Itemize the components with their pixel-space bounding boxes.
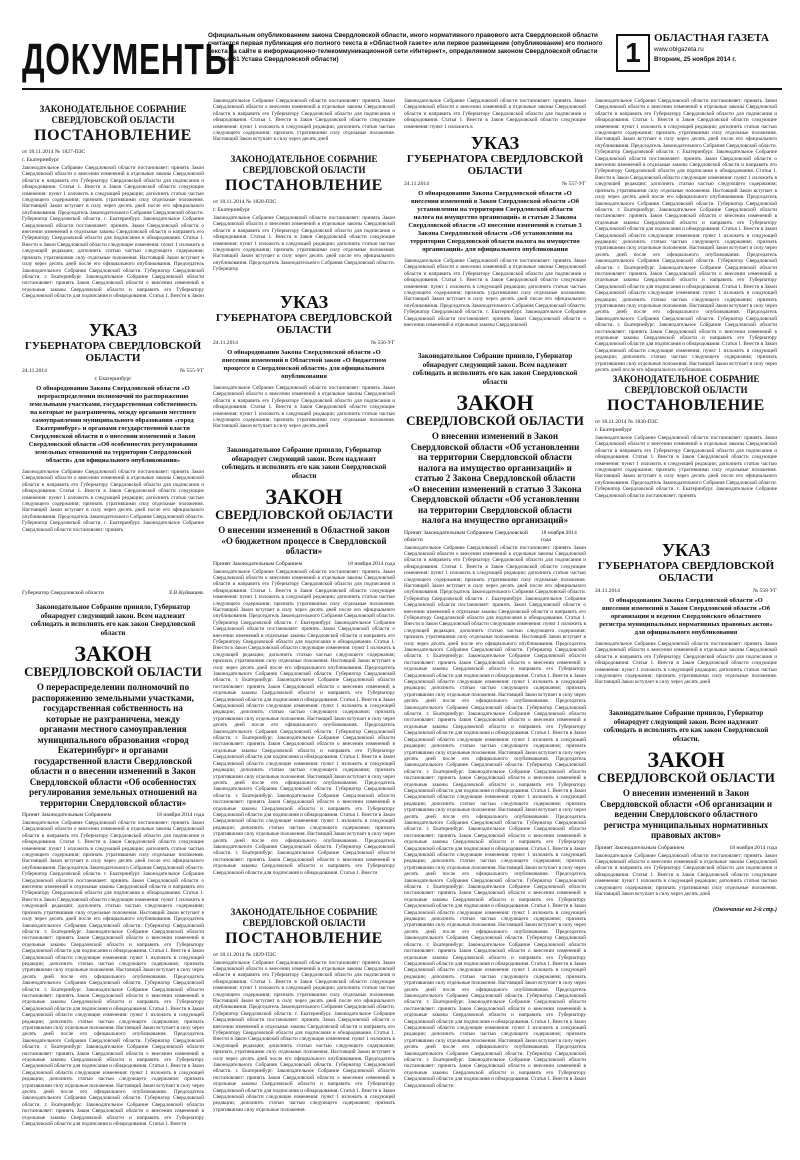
law-heading: ЗАКОН [74,641,152,666]
region-heading: СВЕРДЛОВСКОЙ ОБЛАСТИ [406,413,584,428]
region-heading: СВЕРДЛОВСКОЙ ОБЛАСТИ [24,664,202,679]
document-city: г. Екатеринбург [595,427,633,433]
document-meta [595,419,777,426]
decree-meta [595,588,777,595]
accepted-date: 18 ноября 2014 года [540,529,577,543]
accepted-label: Принят Законодательным Собранием [22,812,112,818]
accepted-date: 18 ноября 2014 года [347,560,395,567]
masthead-divider [22,88,782,90]
body-text: Законодательное Собрание Свердловской области постановляет: принять Закон Свердловской области о внесении изменений в отдельные законы Свердловской области и направить его Губернатору Свердловской области для подписания и обнародования. Статья 1. Внести в Закон Свердловской области следующие изменения: пункт 1 изложить в следующей редакции; дополнить статью частью следующего содержания; признать утратившими силу отдельные положения. Настоящий Закон вступает в силу через десять дней после его официального опубликования. Председатель Законодательного Собрания Свердловской области. Губернатор Свердловской области. г. Екатеринбург. Законодательное Собрание Свердловской области постановляет: принять Закон Свердловской области о внесении изменений в отдельные законы Свердловской области и направить его Губернатору Свердловской области для подписания и обнародования. Статья 1. Внести в Закон Свердловской области следующие изменения: пункт 1 изложить в следующей редакции; дополнить статью частью следующего содержания; признать утратившими силу отдельные положения. Настоящий Закон вступает в силу через десять дней после его официального опубликования. Председатель Законодательного Собрания Свердловской области. Губернатор Свердловской области. г. Екатеринбург. Законодательное Собрание Свердловской области постановляет: принять Закон Свердловской области о внесении изменений в отдельные законы Свердловской области и направить его Губернатору Свердловской области для подписания и обнародования. Статья 1. Внести в Закон Свердловской области следующие изменения: пункт 1 изложить в следующей редакции; дополнить статью частью следующего содержания; признать утратившими силу отдельные положения. Настоящий Закон вступает в силу через десять дней после его официального опубликования. Председатель Законодательного Собрания Свердловской области. Губернатор Свердловской области. г. Екатеринбург. Законодательное Собрание Свердловской области постановляет: принять Закон Свердловской области о внесении изменений в отдельные законы Свердловской области и направить его Губернатору Свердловской области для подписания и обнародования. Статья 1. Внести в Закон Свердловской области следующие изменения: пункт 1 изложить в следующей редакции; дополнить статью частью следующего содержания; признать утратившими силу отдельные положения. Настоящий Закон вступает в силу через десять дней после его официального опубликования. Председатель Законодательного Собрания Свердловской области. Губернатор Свердловской области. г. Екатеринбург. Законодательное Собрание Свердловской области постановляет: принять Закон Свердловской области о внесении изменений в отдельные законы Свердловской области и направить его Губернатору Свердловской области для подписания и обнародования. Статья 1. Внести в Закон Свердловской области следующие изменения: пункт 1 изложить в следующей редакции; дополнить статью частью следующего содержания; признать утратившими силу отдельные положения. Настоящий Закон вступает в силу через десять дней после его официального опубликования. Председатель Законодательного Собрания Свердловской области. Губернатор Свердловской области. г. Екатеринбург. Законодательное Собрание Свердловской области постановляет: принять Закон Свердловской области о внесении изменений в отдельные законы Свердловской области и направить его Губернатору Свердловской области для подписания и обнародования. Статья 1. Внести [213,568,395,876]
assembly-heading: ЗАКОНОДАТЕЛЬНОЕ СОБРАНИЕ СВЕРДЛОВСКОЙ ОБЛАСТИ [230,154,378,175]
decree-date: 24.11.2014 [213,340,238,346]
law-title: О внесении изменений в Закон Свердловской области «Об установлении на территории Свердловской области налога на имущество организаций» и статью 2 Закона Свердловской области «О внесении изменений в статью 3 Закона Свердловской области «Об установлении на территории Свердловской области налога на имущество организаций» [408,431,582,525]
body-text: Законодательное Собрание Свердловской области постановляет: принять Закон Свердловской области о внесении изменений в отдельные законы Свердловской области и направить его Губернатору Свердловской области для подписания и обнародования. Статья 1. Внести в Закон Свердловской области следующие изменения: пункт 1 изложить в следующей редакции; дополнить статью частью следующего содержания; признать утратившими силу отдельные положения. Настоящий Закон вступает в силу через десять дней после его официального опубликования. Председатель Законодательного Собрания Свердловской области. Губернатор Свердловской области. г. Екатеринбург. Законодательное Собрание Свердловской области постановляет: принять [595,435,777,499]
accepted-label: Принят Законодательным Собранием Свердловской области [404,529,528,543]
governor-heading: ГУБЕРНАТОРА СВЕРДЛОВСКОЙ ОБЛАСТИ [597,560,775,584]
law-title: О перераспределении полномочий по распоряжению земельными участками, государственная собственность на которые не разграничена, между органами местного самоуправления муниципального образования «город Екатеринбург» и органами государственной власти Свердловской области и о внесении изменений в Закон Свердловской области «Об особенностях регулирования земельных отношений на территории Свердловской области» [29,682,197,808]
document-city: г. Екатеринбург [213,207,251,213]
body-text: Законодательное Собрание Свердловской области постановляет: принять Закон Свердловской области о внесении изменений в отдельные законы Свердловской области и направить его Губернатору Свердловской области для подписания и обнародования. Статья 1. Внести в Закон Свердловской области следующие изменения: пункт 1 изложить в следующей редакции; дополнить статью частью следующего содержания; признать утратившими силу отдельные положения. Настоящий Закон вступает в силу через десять дней после его официального опубликования. Председатель Законодательного Собрания Свердловской области. Губернатор Свердловской области. г. Екатеринбург. Законодательное Собрание Свердловской области постановляет: принять [22,469,204,533]
decree-number: № 558-УГ [752,588,777,594]
decree-number: № 555-УГ [179,368,204,374]
newspaper-name: ОБЛАСТНАЯ ГАЗЕТА [654,32,769,44]
promulgation-notice: Законодательное Собрание приняло, Губернатор обнародует следующий закон. Всем надлежит соблюдать и исполнять его как закон Свердловской области. [603,709,769,743]
body-text: Законодательное Собрание Свердловской области постановляет: принять Закон Свердловской области о внесении изменений в отдельные законы Свердловской области и направить его Губернатору Свердловской области для подписания и обнародования. Статья 1. Внести в Закон Свердловской области следующие изменения: пункт 1 изложить в следующей редакции; дополнить статью частью следующего содержания; признать утратившими силу отдельные положения. Настоящий Закон вступает в силу через десять дней после его официального опубликования. Председатель Законодательного Собрания Свердловской области. Губернатор Свердловской области. г. Екатеринбург. Законодательное Собрание Свердловской области постановляет: принять Закон Свердловской области о внесении изменений в отдельные законы Свердловской [404,258,586,329]
decree-city: г. Екатеринбург [94,376,132,382]
accepted-date: 18 ноября 2014 года [729,844,777,851]
decree-title: О обнародовании Закона Свердловской области «О внесении изменений в Закон Свердловской области «Об организации и ведении Свердловского областного регистра муниципальных нормативных правовых актов» для официального опубликования [599,597,773,636]
document-city: г. Екатеринбург [22,157,60,163]
region-heading: СВЕРДЛОВСКОЙ ОБЛАСТИ [215,507,393,522]
promulgation-notice: Законодательное Собрание приняло, Губернатор обнародует следующий закон. Всем надлежит соблюдать и исполнять его как закон Свердловской области [412,352,578,386]
column-1 [22,98,204,1128]
column-2 [213,98,395,1113]
law-title: О внесении изменений в Закон Свердловской области «Об организации и ведении Свердловского областного регистра муниципальных нормативных правовых актов» [599,788,773,840]
masthead [22,30,782,96]
decree-date: 24.11.2014 [22,368,47,374]
body-text: Законодательное Собрание Свердловской области постановляет: принять Закон Свердловской области о внесении изменений в отдельные законы Свердловской области и направить его Губернатору Свердловской области для подписания и обнародования. Статья 1. Внести в Закон Свердловской области следующие изменения: пункт 1 изложить в следующей редакции; дополнить статью частью следующего содержания; признать утратившими силу отдельные положения. Настоящий Закон вступает в силу через десять дней [595,852,777,897]
body-text: Законодательное Собрание Свердловской области постановляет: принять Закон Свердловской области о внесении изменений в отдельные законы Свердловской области и направить его Губернатору Свердловской области для подписания и обнародования. Статья 1. Внести в Закон Свердловской области следующие изменения: пункт 1 изложить в следующей редакции; дополнить статью частью следующего содержания; признать утратившими силу отдельные положения. Настоящий Закон вступает в силу через десять дней после его официального опубликования. Председатель Законодательного Собрания Свердловской области. Губернатор Свердловской области. г. Екатеринбург. Законодательное Собрание Свердловской области постановляет: принять Закон Свердловской области о внесении изменений в отдельные законы Свердловской области и направить его Губернатору Свердловской области для подписания и обнародования. Статья 1. Внести в Закон Свердловской области следующие изменения: пункт 1 изложить в следующей редакции; дополнить статью частью следующего содержания; признать утратившими силу отдельные положения. Настоящий Закон вступает в силу через десять дней после его официального опубликования. Председатель Законодательного Собрания Свердловской области. Губернатор Свердловской области. г. Екатеринбург. Законодательное Собрание Свердловской области постановляет: принять Закон Свердловской области о внесении изменений в отдельные законы Свердловской области и направить его Губернатору Свердловской области для подписания и обнародования. Статья 1. Внести в Закон Свердловской области следующие изменения: пункт 1 изложить в следующей редакции; дополнить статью частью следующего содержания; признать утратившими силу отдельные положения. Настоящий Закон вступает в силу через десять дней после его официального опубликования. Председатель Законодательного Собрания Свердловской области. Губернатор Свердловской области. г. Екатеринбург. Законодательное Собрание Свердловской области постановляет: принять Закон Свердловской области о внесении изменений в отдельные законы Свердловской области и направить его Губернатору Свердловской области для подписания и обнародования. Статья 1. Внести в Закон Свердловской области следующие изменения: пункт 1 изложить в следующей редакции; дополнить статью частью следующего содержания; признать утратившими силу отдельные положения. Настоящий Закон вступает в силу через десять дней после его официального опубликования. Председатель Законодательного Собрания Свердловской области. Губернатор Свердловской области. г. Екатеринбург. Законодательное Собрание Свердловской области постановляет: принять Закон Свердловской области о внесении изменений в отдельные законы Свердловской области и направить его Губернатору Свердловской области для подписания и обнародования. Статья 1. Внести в Закон Свердловской области следующие изменения: пункт 1 изложить в следующей редакции; дополнить статью частью следующего содержания; признать утратившими силу отдельные положения. Настоящий Закон вступает в силу через десять дней после его официального опубликования. Председатель Законодательного Собрания Свердловской области. Губернатор Свердловской области. г. Екатеринбург. Законодательное Собрание Свердловской области постановляет: принять Закон Свердловской области о внесении изменений в отдельные законы Свердловской области и направить его Губернатору Свердловской области для подписания и обнародования. Статья 1. Внести в Закон Свердловской области следующие изменения: пункт 1 изложить в следующей редакции; дополнить статью частью следующего содержания; признать утратившими силу отдельные положения. Настоящий Закон вступает в силу через десять дней после его официального опубликования. Председатель Законодательного Собрания Свердловской области. Губернатор Свердловской области. г. Екатеринбург. Законодательное Собрание Свердловской области постановляет: принять Закон Свердловской области о внесении изменений в отдельные законы Свердловской области и направить его Губернатору Свердловской области для подписания и обнародования. Статья 1. Внести в Закон Свердловской области следующие изменения: пункт 1 изложить в следующей редакции; дополнить статью частью следующего содержания; признать утратившими силу отдельные положения. Настоящий Закон вступает в силу через десять дней после его официального опубликования. Председатель Законодательного Собрания Свердловской области. Губернатор Свердловской области. г. Екатеринбург. Законодательное Собрание Свердловской области постановляет: принять Закон Свердловской области о внесении изменений в отдельные законы Свердловской области и направить его Губернатору Свердловской области для подписания и обнародования. Статья 1. Внести в Закон Свердловской области следующие изменения: пункт 1 изложить в следующей редакции; дополнить статью частью следующего содержания; признать утратившими силу отдельные положения. Настоящий Закон вступает в силу через десять дней после его официального опубликования. Председатель Законодательного Собрания Свердловской области. Губернатор Свердловской области. г. Екатеринбург. Законодательное Собрание Свердловской области постановляет: принять Закон Свердловской области о внесении изменений в отдельные законы Свердловской области и направить его Губернатору Свердловской области для подписания и обнародования. Статья 1. Внести в Закон Свердловской области следующие изменения: пункт 1 изложить в следующей редакции; дополнить статью частью следующего содержания; признать утратившими силу отдельные положения. Настоящий Закон вступает в силу через десять дней после его официального опубликования. Председатель Законодательного Собрания Свердловской области. Губернатор Свердловской области. г. Екатеринбург. Законодательное Собрание Свердловской области постановляет: принять Закон Свердловской области о внесении изменений в отдельные законы Свердловской области и направить его Губернатору Свердловской области для подписания и обнародования. Статья 1. Внести в Закон Свердловской области [404,544,586,1089]
column-3 [404,98,586,1088]
decree-heading: УКАЗ [88,320,138,340]
resolution-heading: ПОСТАНОВЛЕНИЕ [225,177,383,194]
governor-heading: ГУБЕРНАТОРА СВЕРДЛОВСКОЙ ОБЛАСТИ [215,312,393,336]
section-title: ДОКУМЕНТЫ [22,35,237,84]
governor-heading: ГУБЕРНАТОРА СВЕРДЛОВСКОЙ ОБЛАСТИ [406,153,584,177]
law-heading: ЗАКОН [647,747,725,772]
region-heading: СВЕРДЛОВСКОЙ ОБЛАСТИ [597,770,775,785]
document-meta [213,952,395,959]
decree-meta [213,340,395,347]
document-city-row [595,427,777,434]
assembly-heading: ЗАКОНОДАТЕЛЬНОЕ СОБРАНИЕ СВЕРДЛОВСКОЙ ОБЛАСТИ [39,104,187,125]
law-accepted [595,845,777,852]
decree-number: № 557-УГ [561,181,586,187]
law-title: О внесении изменений в Областной закон «О бюджетном процессе в Свердловской области» [218,525,390,556]
promulgation-notice: Законодательное Собрание приняло, Губернатор обнародует следующий закон. Всем надлежит соблюдать и исполнять его как закон Свердловской области [30,603,196,637]
decree-title: О обнародовании Закона Свердловской области «О внесении изменений в Областной закон «О бюджетном процессе в Свердловской области» для официального опубликования [221,349,387,380]
signature-row [22,590,204,597]
resolution-heading: ПОСТАНОВЛЕНИЕ [607,397,765,414]
resolution-heading: ПОСТАНОВЛЕНИЕ [34,127,192,144]
document-meta [213,199,395,206]
signature-role: Губернатор Свердловской области [22,590,104,596]
decree-heading: УКАЗ [470,133,520,153]
resolution-heading: ПОСТАНОВЛЕНИЕ [225,929,383,947]
decree-heading: УКАЗ [279,292,329,312]
body-text: Законодательное Собрание Свердловской области постановляет: принять Закон Свердловской области о внесении изменений в отдельные законы Свердловской области и направить его Губернатору Свердловской области для подписания и обнародования. Статья 1. Внести в Закон Свердловской области следующие изменения: пункт 1 изложить в следующей редакции; дополнить статью частью следующего содержания; признать утратившими силу отдельные положения. Настоящий Закон вступает в силу через десять дней [595,641,777,686]
body-text: Законодательное Собрание Свердловской области постановляет: принять Закон Свердловской области о внесении изменений в отдельные законы Свердловской области и направить его Губернатору Свердловской области для подписания и обнародования. Статья 1. Внести в Закон Свердловской области следующие изменения: пункт 1 изложить в следующей редакции; дополнить статью частью следующего содержания; признать утратившими силу отдельные положения. Настоящий Закон вступает в силу через десять дней после его официального опубликования. Председатель Законодательного Собрания Свердловской области. Губернатор Свердловской области. г. Екатеринбург. Законодательное Собрание Свердловской области постановляет: принять Закон Свердловской области о внесении изменений в отдельные законы Свердловской области и направить его Губернатору Свердловской области для подписания и обнародования. Статья 1. Внести в Закон Свердловской области следующие изменения: пункт 1 изложить в следующей редакции; дополнить статью частью следующего содержания; признать утратившими силу отдельные положения. Настоящий Закон вступает в силу через десять дней после его официального опубликования. Председатель Законодательного Собрания Свердловской области. Губернатор Свердловской области. г. Екатеринбург. Законодательное Собрание Свердловской области постановляет: принять Закон Свердловской области о внесении изменений в отдельные законы Свердловской области и направить его Губернатору Свердловской области для подписания и обнародования. Статья 1. Внести в Закон Свердловской области следующие изменения: пункт 1 изложить в следующей редакции; дополнить статью частью следующего содержания; признать утратившими силу отдельные положения. Настоящий Закон вступает в силу через десять дней после его официального опубликования. Председатель Законодательного Собрания Свердловской области. Губернатор Свердловской области. г. Екатеринбург. Законодательное Собрание Свердловской области постановляет: принять Закон Свердловской области о внесении изменений в отдельные законы Свердловской области и направить его Губернатору Свердловской области для подписания и обнародования. Статья 1. Внести в Закон Свердловской области следующие изменения: пункт 1 изложить в следующей редакции; дополнить статью частью следующего содержания; признать утратившими силу отдельные положения. Настоящий Закон вступает в силу через десять дней после его официального опубликования. Председатель Законодательного Собрания Свердловской области. Губернатор Свердловской области. г. Екатеринбург. Законодательное Собрание Свердловской области постановляет: принять Закон Свердловской области о внесении изменений в отдельные законы Свердловской области и направить его Губернатору Свердловской области для подписания и обнародования. Статья 1. Внести в Закон Свердловской области следующие изменения: пункт 1 изложить в следующей редакции; дополнить статью частью следующего содержания; признать утратившими силу отдельные положения. Настоящий Закон вступает в силу через десять дней после его официального опубликования. [595,98,777,374]
body-text: Законодательное Собрание Свердловской области постановляет: принять Закон Свердловской области о внесении изменений в отдельные законы Свердловской области и направить его Губернатору Свердловской области для подписания и обнародования. Статья 1. Внести в Закон Свердловской области следующие изменения: пункт 1 изложить в следующей редакции; дополнить статью частью следующего содержания; признать утратившими силу отдельные положения. Настоящий Закон вступает в силу через десять дней после его официального опубликования. Председатель Законодательного Собрания Свердловской области. Губернатор Свердловской области. г. Екатеринбург. Законодательное Собрание Свердловской области постановляет: принять Закон Свердловской области о внесении изменений в отдельные законы Свердловской области и направить его Губернатору Свердловской области для подписания и обнародования. Статья 1. Внести в Закон Свердловской области следующие изменения: пункт 1 изложить в следующей редакции; дополнить статью частью следующего содержания; признать утратившими силу отдельные положения. Настоящий Закон вступает в силу через десять дней после его официального опубликования. Председатель Законодательного Собрания Свердловской области. Губернатор Свердловской области. г. Екатеринбург. Законодательное Собрание Свердловской области постановляет: принять Закон Свердловской области о внесении изменений в отдельные законы Свердловской области и направить его Губернатору Свердловской области для подписания и обнародования. Статья 1. Внести в Закон [22,165,204,300]
document-city-row [22,157,204,164]
law-accepted [22,812,204,819]
body-text: Законодательное Собрание Свердловской области постановляет: принять Закон Свердловской области о внесении изменений в отдельные законы Свердловской области и направить его Губернатору Свердловской области для подписания и обнародования. Статья 1. Внести в Закон Свердловской области следующие изменения: пункт 1 изложить в следующей редакции; дополнить статью частью следующего содержания; признать утратившими силу отдельные положения. Настоящий Закон вступает в силу через десять дней после его официального опубликования. Председатель Законодательного Собрания Свердловской области. Губернатор Свердловской области. г. Екатеринбург. Законодательное Собрание Свердловской области постановляет: принять Закон Свердловской области о внесении изменений в отдельные законы Свердловской области и направить его Губернатору Свердловской области для подписания и обнародования. Статья 1. Внести в Закон Свердловской области следующие изменения: пункт 1 изложить в следующей редакции; дополнить статью частью следующего содержания; признать утратившими силу отдельные положения. Настоящий Закон вступает в силу через десять дней после его официального опубликования. Председатель Законодательного Собрания Свердловской области. Губернатор Свердловской области. г. Екатеринбург. Законодательное Собрание Свердловской области постановляет: принять Закон Свердловской области о внесении изменений в отдельные законы Свердловской области и направить его Губернатору Свердловской области для подписания и обнародования. Статья 1. Внести в Закон Свердловской области следующие изменения: пункт 1 изложить в следующей редакции; дополнить статью частью следующего содержания; признать утратившими силу отдельные положения. [213,959,395,1113]
document-meta [22,149,204,156]
decree-title: О обнародовании Закона Свердловской области «О внесении изменений в Закон Свердловской области «Об установлении на территории Свердловской области налога на имущество организаций» и статью 2 Закона Свердловской области «О внесении изменений в статью 3 Закона Свердловской области «Об установлении на территории Свердловской области налога на имущество организаций» для официального опубликования [408,190,582,253]
newspaper-url[interactable]: www.oblgazeta.ru [654,46,704,53]
governor-heading: ГУБЕРНАТОРА СВЕРДЛОВСКОЙ ОБЛАСТИ [24,340,202,364]
body-text: Законодательное Собрание Свердловской области постановляет: принять Закон Свердловской области о внесении изменений в отдельные законы Свердловской области и направить его Губернатору Свердловской области для подписания и обнародования. Статья 1. Внести в Закон Свердловской области следующие изменения: пункт 1 изложить в следующей редакции; дополнить статью частью следующего содержания; признать утратившими силу отдельные положения. Настоящий Закон вступает в силу через десять дней после его официального опубликования. Председатель Законодательного Собрания Свердловской области. Губернатор [213,215,395,273]
document-date: от 18.11.2014 № 1828-ПЗС [213,199,277,205]
continued-note: (Окончание на 2-й стр.) [713,906,777,913]
signature-name: Е.В.Куйвашев. [169,590,204,596]
body-text: Законодательное Собрание Свердловской области постановляет: принять Закон Свердловской области о внесении изменений в отдельные законы Свердловской области и направить его Губернатору Свердловской области для подписания и обнародования. Статья 1. Внести в Закон Свердловской области следующие изменения: пункт 1 изложить в [404,98,586,130]
body-text: Законодательное Собрание Свердловской области постановляет: принять Закон Свердловской области о внесении изменений в отдельные законы Свердловской области и направить его Губернатору Свердловской области для подписания и обнародования. Статья 1. Внести в Закон Свердловской области следующие изменения: пункт 1 изложить в следующей редакции; дополнить статью частью следующего содержания; признать утратившими силу отдельные положения. Настоящий Закон вступает в силу через десять дней [213,98,395,143]
assembly-heading: ЗАКОНОДАТЕЛЬНОЕ СОБРАНИЕ СВЕРДЛОВСКОЙ ОБЛАСТИ [230,906,378,928]
decree-heading: УКАЗ [661,540,711,560]
body-text: Законодательное Собрание Свердловской области постановляет: принять Закон Свердловской области о внесении изменений в отдельные законы Свердловской области и направить его Губернатору Свердловской области для подписания и обнародования. Статья 1. Внести в Закон Свердловской области следующие изменения: пункт 1 изложить в следующей редакции; дополнить статью частью следующего содержания; признать утратившими силу отдельные положения. Настоящий Закон вступает в силу через десять дней [213,385,395,430]
document-date: от 18.11.2014 № 1829-ПЗС [213,951,277,958]
body-text: Законодательное Собрание Свердловской области постановляет: принять Закон Свердловской области о внесении изменений в отдельные законы Свердловской области и направить его Губернатору Свердловской области для подписания и обнародования. Статья 1. Внести в Закон Свердловской области следующие изменения: пункт 1 изложить в следующей редакции; дополнить статью частью следующего содержания; признать утратившими силу отдельные положения. Настоящий Закон вступает в силу через десять дней после его официального опубликования. Председатель Законодательного Собрания Свердловской области. Губернатор Свердловской области. г. Екатеринбург. Законодательное Собрание Свердловской области постановляет: принять Закон Свердловской области о внесении изменений в отдельные законы Свердловской области и направить его Губернатору Свердловской области для подписания и обнародования. Статья 1. Внести в Закон Свердловской области следующие изменения: пункт 1 изложить в следующей редакции; дополнить статью частью следующего содержания; признать утратившими силу отдельные положения. Настоящий Закон вступает в силу через десять дней после его официального опубликования. Председатель Законодательного Собрания Свердловской области. Губернатор Свердловской области. г. Екатеринбург. Законодательное Собрание Свердловской области постановляет: принять Закон Свердловской области о внесении изменений в отдельные законы Свердловской области и направить его Губернатору Свердловской области для подписания и обнародования. Статья 1. Внести в Закон Свердловской области следующие изменения: пункт 1 изложить в следующей редакции; дополнить статью частью следующего содержания; признать утратившими силу отдельные положения. Настоящий Закон вступает в силу через десять дней после его официального опубликования. Председатель Законодательного Собрания Свердловской области. Губернатор Свердловской области. г. Екатеринбург. Законодательное Собрание Свердловской области постановляет: принять Закон Свердловской области о внесении изменений в отдельные законы Свердловской области и направить его Губернатору Свердловской области для подписания и обнародования. Статья 1. Внести в Закон Свердловской области следующие изменения: пункт 1 изложить в следующей редакции; дополнить статью частью следующего содержания; признать утратившими силу отдельные положения. Настоящий Закон вступает в силу через десять дней после его официального опубликования. Председатель Законодательного Собрания Свердловской области. Губернатор Свердловской области. г. Екатеринбург. Законодательное Собрание Свердловской области постановляет: принять Закон Свердловской области о внесении изменений в отдельные законы Свердловской области и направить его Губернатору Свердловской области для подписания и обнародования. Статья 1. Внести в Закон Свердловской области следующие изменения: пункт 1 изложить в следующей редакции; дополнить статью частью следующего содержания; признать утратившими силу отдельные положения. Настоящий Закон вступает в силу через десять дней после его официального опубликования. Председатель Законодательного Собрания Свердловской области. Губернатор Свердловской области. г. Екатеринбург. Законодательное Собрание Свердловской области постановляет: принять Закон Свердловской области о внесении изменений в отдельные законы Свердловской области и направить его Губернатору Свердловской области для подписания и обнародования. Статья 1. Внести [22,820,204,1128]
document-date: от 18.11.2014 № 1827-ПЗС [22,149,86,155]
publication-notice: Официальным опубликованием закона Свердловской области, иного нормативного правового акта Свердловской области считается первая публикация его полного текста в «Областной газете» или первое размещение (опубликование) его полного текста на сайте в информационно-телекоммуникационной сети «Интернет», определяемом законом Свердловской области (статья 61 Устава Свердловской области) [208,32,603,63]
decree-meta [404,181,586,188]
page-number: 1 [616,34,650,72]
law-heading: ЗАКОН [265,484,343,509]
document-date: от 18.11.2014 № 1830-ПЗС [595,419,659,425]
law-accepted [213,561,395,568]
accepted-label: Принят Законодательным Собранием [213,560,303,567]
accepted-label: Принят Законодательным Собранием [595,844,685,851]
decree-title: О обнародовании Закона Свердловской области «О перераспределении полномочий по распоряжению земельными участками, государственная собственность на которые не разграничена, между органами местного самоуправления муниципального образования «город Екатеринбург» и органами государственной власти Свердловской области и о внесении изменений в Закон Свердловской области «Об особенностях регулирования земельных отношений на территории Свердловской области» для официального опубликования» [28,385,198,464]
decree-meta [22,368,204,375]
decree-date: 24.11.2014 [404,181,429,187]
promulgation-notice: Законодательное Собрание приняло, Губернатор обнародует следующий закон. Всем надлежит соблюдать и исполнять его как закон Свердловской области [221,446,387,480]
column-4 [595,98,777,1088]
decree-number: № 556-УГ [370,340,395,346]
law-heading: ЗАКОН [456,390,534,415]
law-accepted [404,530,586,544]
decree-date: 24.11.2014 [595,588,620,594]
issue-date: Вторник, 25 ноября 2014 г. [654,56,737,63]
accepted-date: 18 ноября 2014 года [156,812,204,818]
assembly-heading: ЗАКОНОДАТЕЛЬНОЕ СОБРАНИЕ СВЕРДЛОВСКОЙ ОБЛАСТИ [612,374,760,395]
document-city-row [213,207,395,214]
